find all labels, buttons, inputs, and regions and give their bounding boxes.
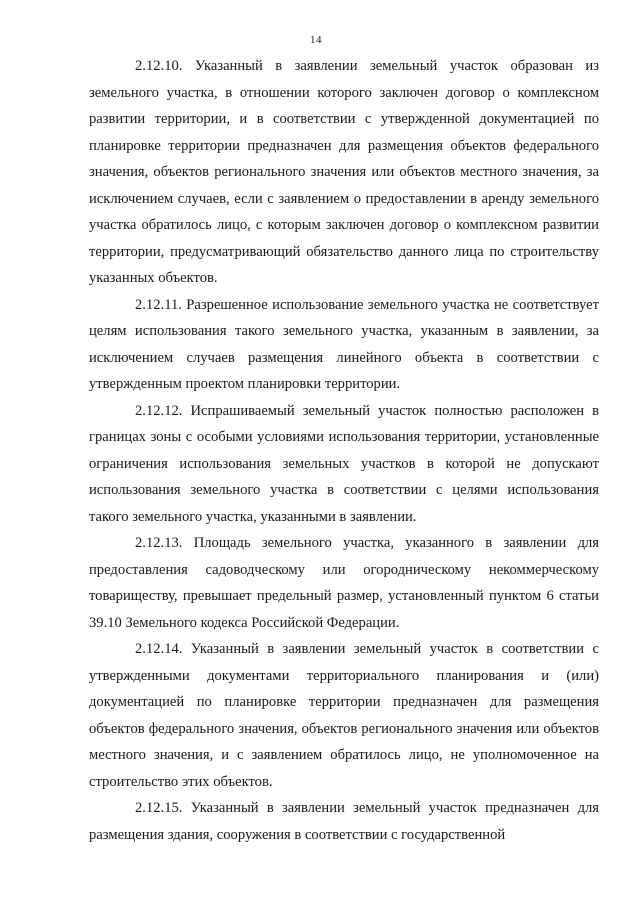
paragraph-2-12-10: 2.12.10. Указанный в заявлении земельный участок образован из земельного участка, в отношении которого заключен договор о комплексном развитии территории, и в соответствии с утвержденной документацией по планировке территории предназначен для размещения объектов федерального значения, объектов регионального значения или объектов местного значения, за исключением случаев, если с заявлением о предоставлении в аренду земельного участка обратилось лицо, с которым заключен договор о комплексном развитии территории, предусматривающий обязательство данного лица по строительству указанных объектов. bbox=[89, 58, 599, 286]
paragraph-2-12-11: 2.12.11. Разрешенное использование земельного участка не соответствует целям использования такого земельного участка, указанным в заявлении, за исключением случаев размещения линейного объекта в соответствии с утвержденным проектом планировки территории. bbox=[89, 296, 599, 392]
document-body bbox=[89, 53, 599, 848]
paragraph-2-12-15: 2.12.15. Указанный в заявлении земельный участок предназначен для размещения здания, сооружения в соответствии с государственной bbox=[89, 800, 599, 843]
paragraph-2-12-14: 2.12.14. Указанный в заявлении земельный участок в соответствии с утвержденными документами территориального планирования и (или) документацией по планировке территории предназначен для размещения объектов федерального значения, объектов регионального значения или объектов местного значения, и с заявлением обратилось лицо, не уполномоченное на строительство этих объектов. bbox=[89, 641, 599, 790]
paragraph-2-12-12: 2.12.12. Испрашиваемый земельный участок полностью расположен в границах зоны с особыми условиями использования территории, установленные ограничения использования земельных участков в которой не допускают использования земельного участка в соответствии с целями использования такого земельного участка, указанными в заявлении. bbox=[89, 402, 599, 525]
paragraph-2-12-13: 2.12.13. Площадь земельного участка, указанного в заявлении для предоставления садоводческому или огородническому некоммерческому товариществу, превышает предельный размер, установленный пунктом 6 статьи 39.10 Земельного кодекса Российской Федерации. bbox=[89, 535, 599, 631]
page-number: 14 bbox=[310, 34, 322, 46]
